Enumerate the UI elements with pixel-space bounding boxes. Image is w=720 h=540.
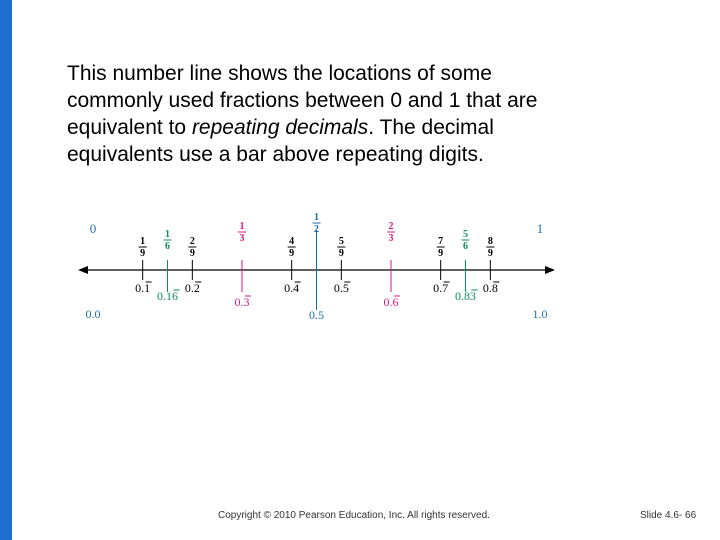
fraction-denominator: 9 [140, 248, 146, 259]
fraction-denominator: 9 [338, 248, 344, 259]
endpoint-decimal-0.0: 0.0 [85, 307, 101, 321]
fraction-label-5-6 [462, 229, 470, 252]
decimal-label-7-9: 0.7 [433, 281, 449, 295]
fraction-denominator: 9 [487, 248, 493, 259]
decimal-label-4-9: 0.4 [284, 281, 300, 295]
repeating-decimals-term: repeating decimals [191, 116, 369, 139]
fraction-numerator: 4 [289, 236, 295, 247]
fraction-label-5-9 [337, 236, 345, 259]
copyright-notice: Copyright © 2010 Pearson Education, Inc. All rights reserved. [218, 510, 490, 521]
fraction-denominator: 9 [289, 248, 295, 259]
fraction-numerator: 1 [239, 221, 245, 232]
decimal-label-2-3: 0.6 [383, 295, 399, 309]
fraction-label-8-9 [486, 236, 494, 259]
fraction-numerator: 2 [189, 236, 195, 247]
fraction-numerator: 5 [463, 229, 468, 240]
fraction-label-2-9 [188, 236, 196, 259]
decimal-label-2-9: 0.2 [184, 281, 200, 295]
decimal-label-5-9: 0.5 [333, 281, 349, 295]
fraction-denominator: 3 [239, 233, 245, 244]
decimal-label-8-9: 0.8 [482, 281, 498, 295]
fraction-denominator: 9 [189, 248, 195, 259]
body-line-4: equivalents use a bar above repeating digits. [67, 143, 484, 166]
body-line-3-start: equivalent to [67, 116, 192, 139]
fraction-label-1-9 [139, 236, 147, 259]
fraction-denominator: 9 [438, 248, 444, 259]
fraction-numerator: 5 [338, 236, 344, 247]
decimal-label-5-6: 0.83 [455, 289, 476, 303]
endpoint-decimal-1.0: 1.0 [532, 307, 548, 321]
fraction-label-7-9 [437, 236, 445, 259]
fraction-label-1-6 [164, 229, 172, 252]
decimal-label-1-2: 0.5 [309, 308, 324, 322]
fraction-denominator: 3 [388, 233, 394, 244]
endpoint-fraction-1: 1 [536, 221, 544, 236]
decimal-label-1-6: 0.16 [157, 289, 178, 303]
left-arrowhead [78, 266, 88, 274]
right-arrowhead [545, 266, 555, 274]
slide-number: Slide 4.6- 66 [640, 510, 697, 521]
fraction-denominator: 6 [463, 241, 468, 252]
fraction-numerator: 2 [388, 221, 394, 232]
fraction-numerator: 1 [165, 229, 170, 240]
fraction-numerator: 1 [314, 212, 319, 223]
fraction-label-2-3 [387, 221, 395, 244]
fraction-numerator: 1 [140, 236, 146, 247]
fraction-label-1-2 [313, 212, 321, 235]
decimal-label-1-3: 0.3 [234, 295, 250, 309]
body-line-1: This number line shows the locations of some [67, 62, 492, 85]
fraction-numerator: 7 [438, 236, 444, 247]
endpoint-fraction-0: 0 [89, 221, 97, 236]
body-line-2: commonly used fractions between 0 and 1 that are [67, 89, 538, 112]
fraction-label-1-3 [238, 221, 246, 244]
fraction-denominator: 2 [314, 224, 319, 235]
fraction-label-4-9 [288, 236, 296, 259]
fraction-numerator: 8 [487, 236, 493, 247]
body-line-3-end: . The decimal [368, 116, 494, 139]
decimal-label-1-9: 0.1 [135, 281, 151, 295]
fraction-denominator: 6 [165, 241, 170, 252]
